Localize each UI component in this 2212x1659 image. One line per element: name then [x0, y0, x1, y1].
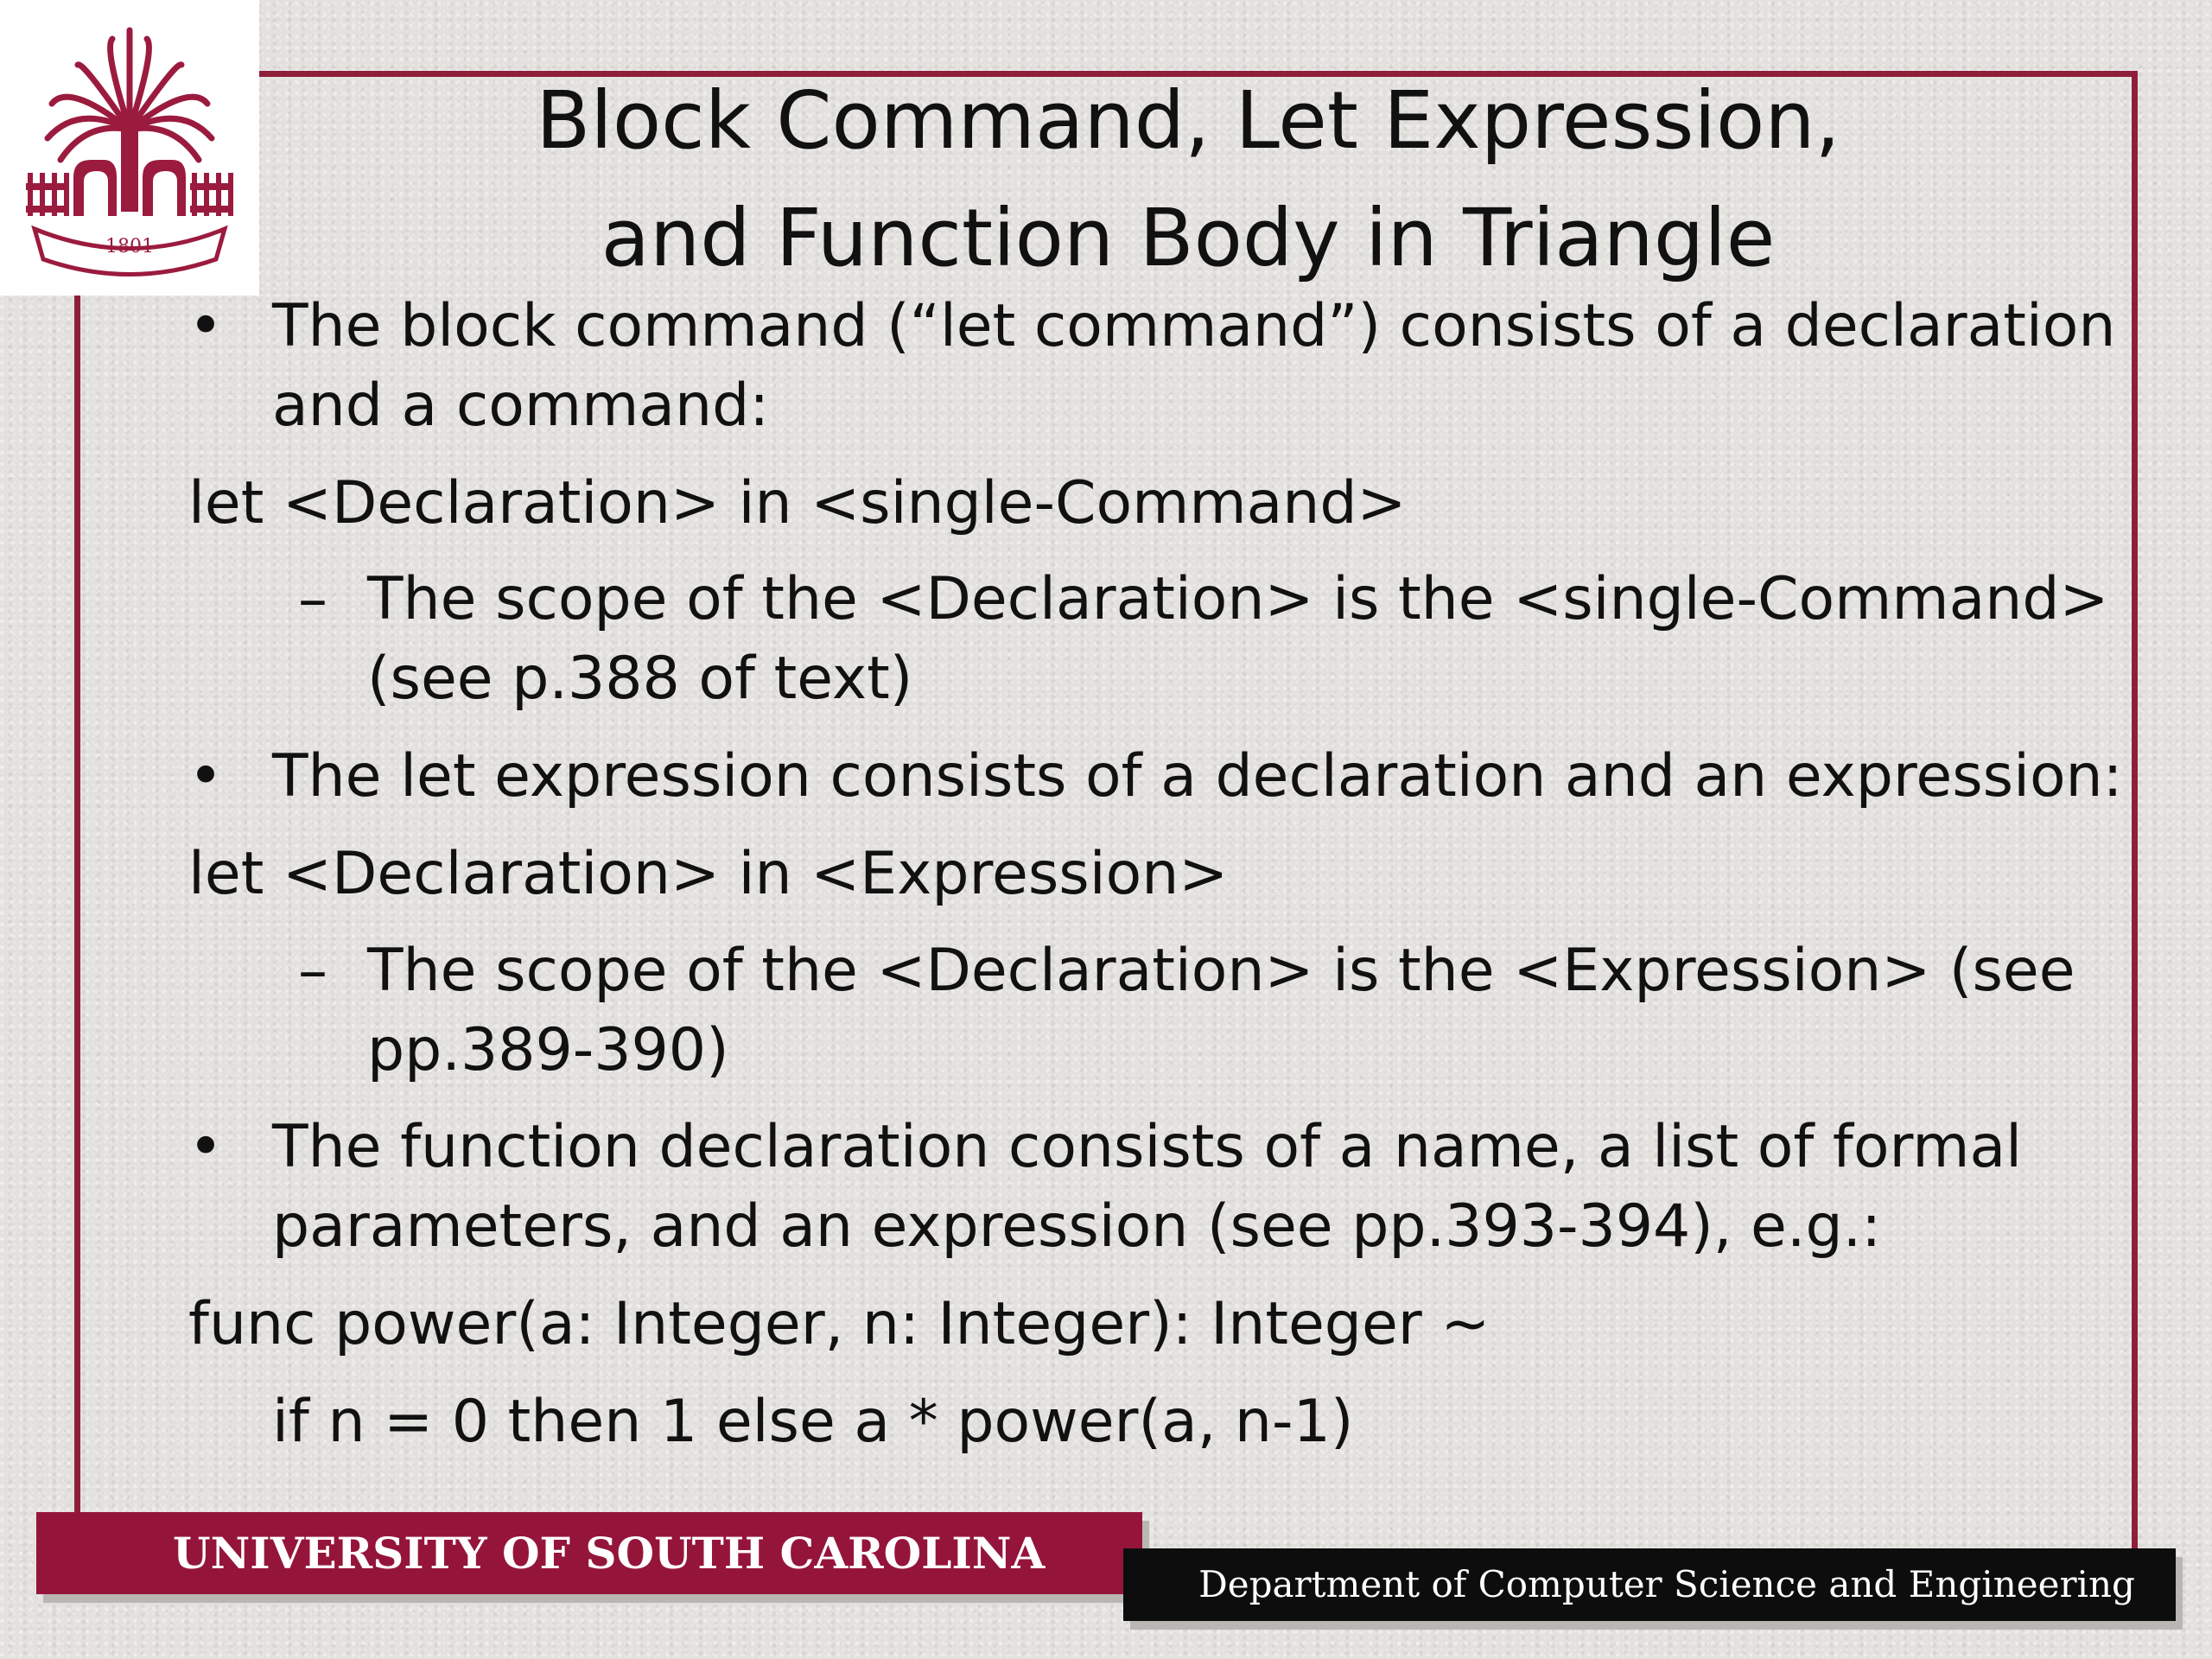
bullet-marker: •	[188, 292, 224, 360]
bullet-3-line-2: parameters, and an expression (see pp.393-394), e.g.:	[272, 1192, 1882, 1261]
bullet-3-line-1: The function declaration consists of a name, a list of formal	[272, 1113, 2023, 1181]
logo-year: 1801	[105, 236, 154, 257]
bullet-2-line-1: The let expression consists of a declaration and an expression:	[272, 742, 2123, 810]
footer-department-banner: Department of Computer Science and Engineering	[1123, 1548, 2176, 1621]
sub-bullet-2-line-1: The scope of the <Declaration> is the <Expression> (see	[367, 937, 2075, 1005]
code-let-expression: let <Declaration> in <Expression>	[188, 840, 1229, 908]
sub-bullet-marker: –	[298, 565, 327, 633]
bullet-1-line-1: The block command (“let command”) consists of a declaration	[272, 292, 2116, 360]
footer-university-banner: UNIVERSITY OF SOUTH CAROLINA	[36, 1512, 1142, 1594]
title-line-1: Block Command, Let Expression,	[536, 74, 1840, 167]
bullet-marker: •	[188, 742, 224, 810]
sub-bullet-1-line-1: The scope of the <Declaration> is the <single-Command>	[367, 565, 2109, 633]
bullet-marker: •	[188, 1113, 224, 1181]
code-function-line-1: func power(a: Integer, n: Integer): Integer ~	[188, 1290, 1491, 1358]
title-line-2: and Function Body in Triangle	[601, 192, 1776, 284]
sub-bullet-1-line-2: (see p.388 of text)	[367, 645, 913, 713]
code-block-command: let <Declaration> in <single-Command>	[188, 469, 1407, 537]
sub-bullet-marker: –	[298, 937, 327, 1005]
code-function-line-2: if n = 0 then 1 else a * power(a, n-1)	[272, 1388, 1354, 1456]
sub-bullet-2-line-2: pp.389-390)	[367, 1016, 729, 1084]
bullet-1-line-2: and a command:	[272, 372, 770, 440]
